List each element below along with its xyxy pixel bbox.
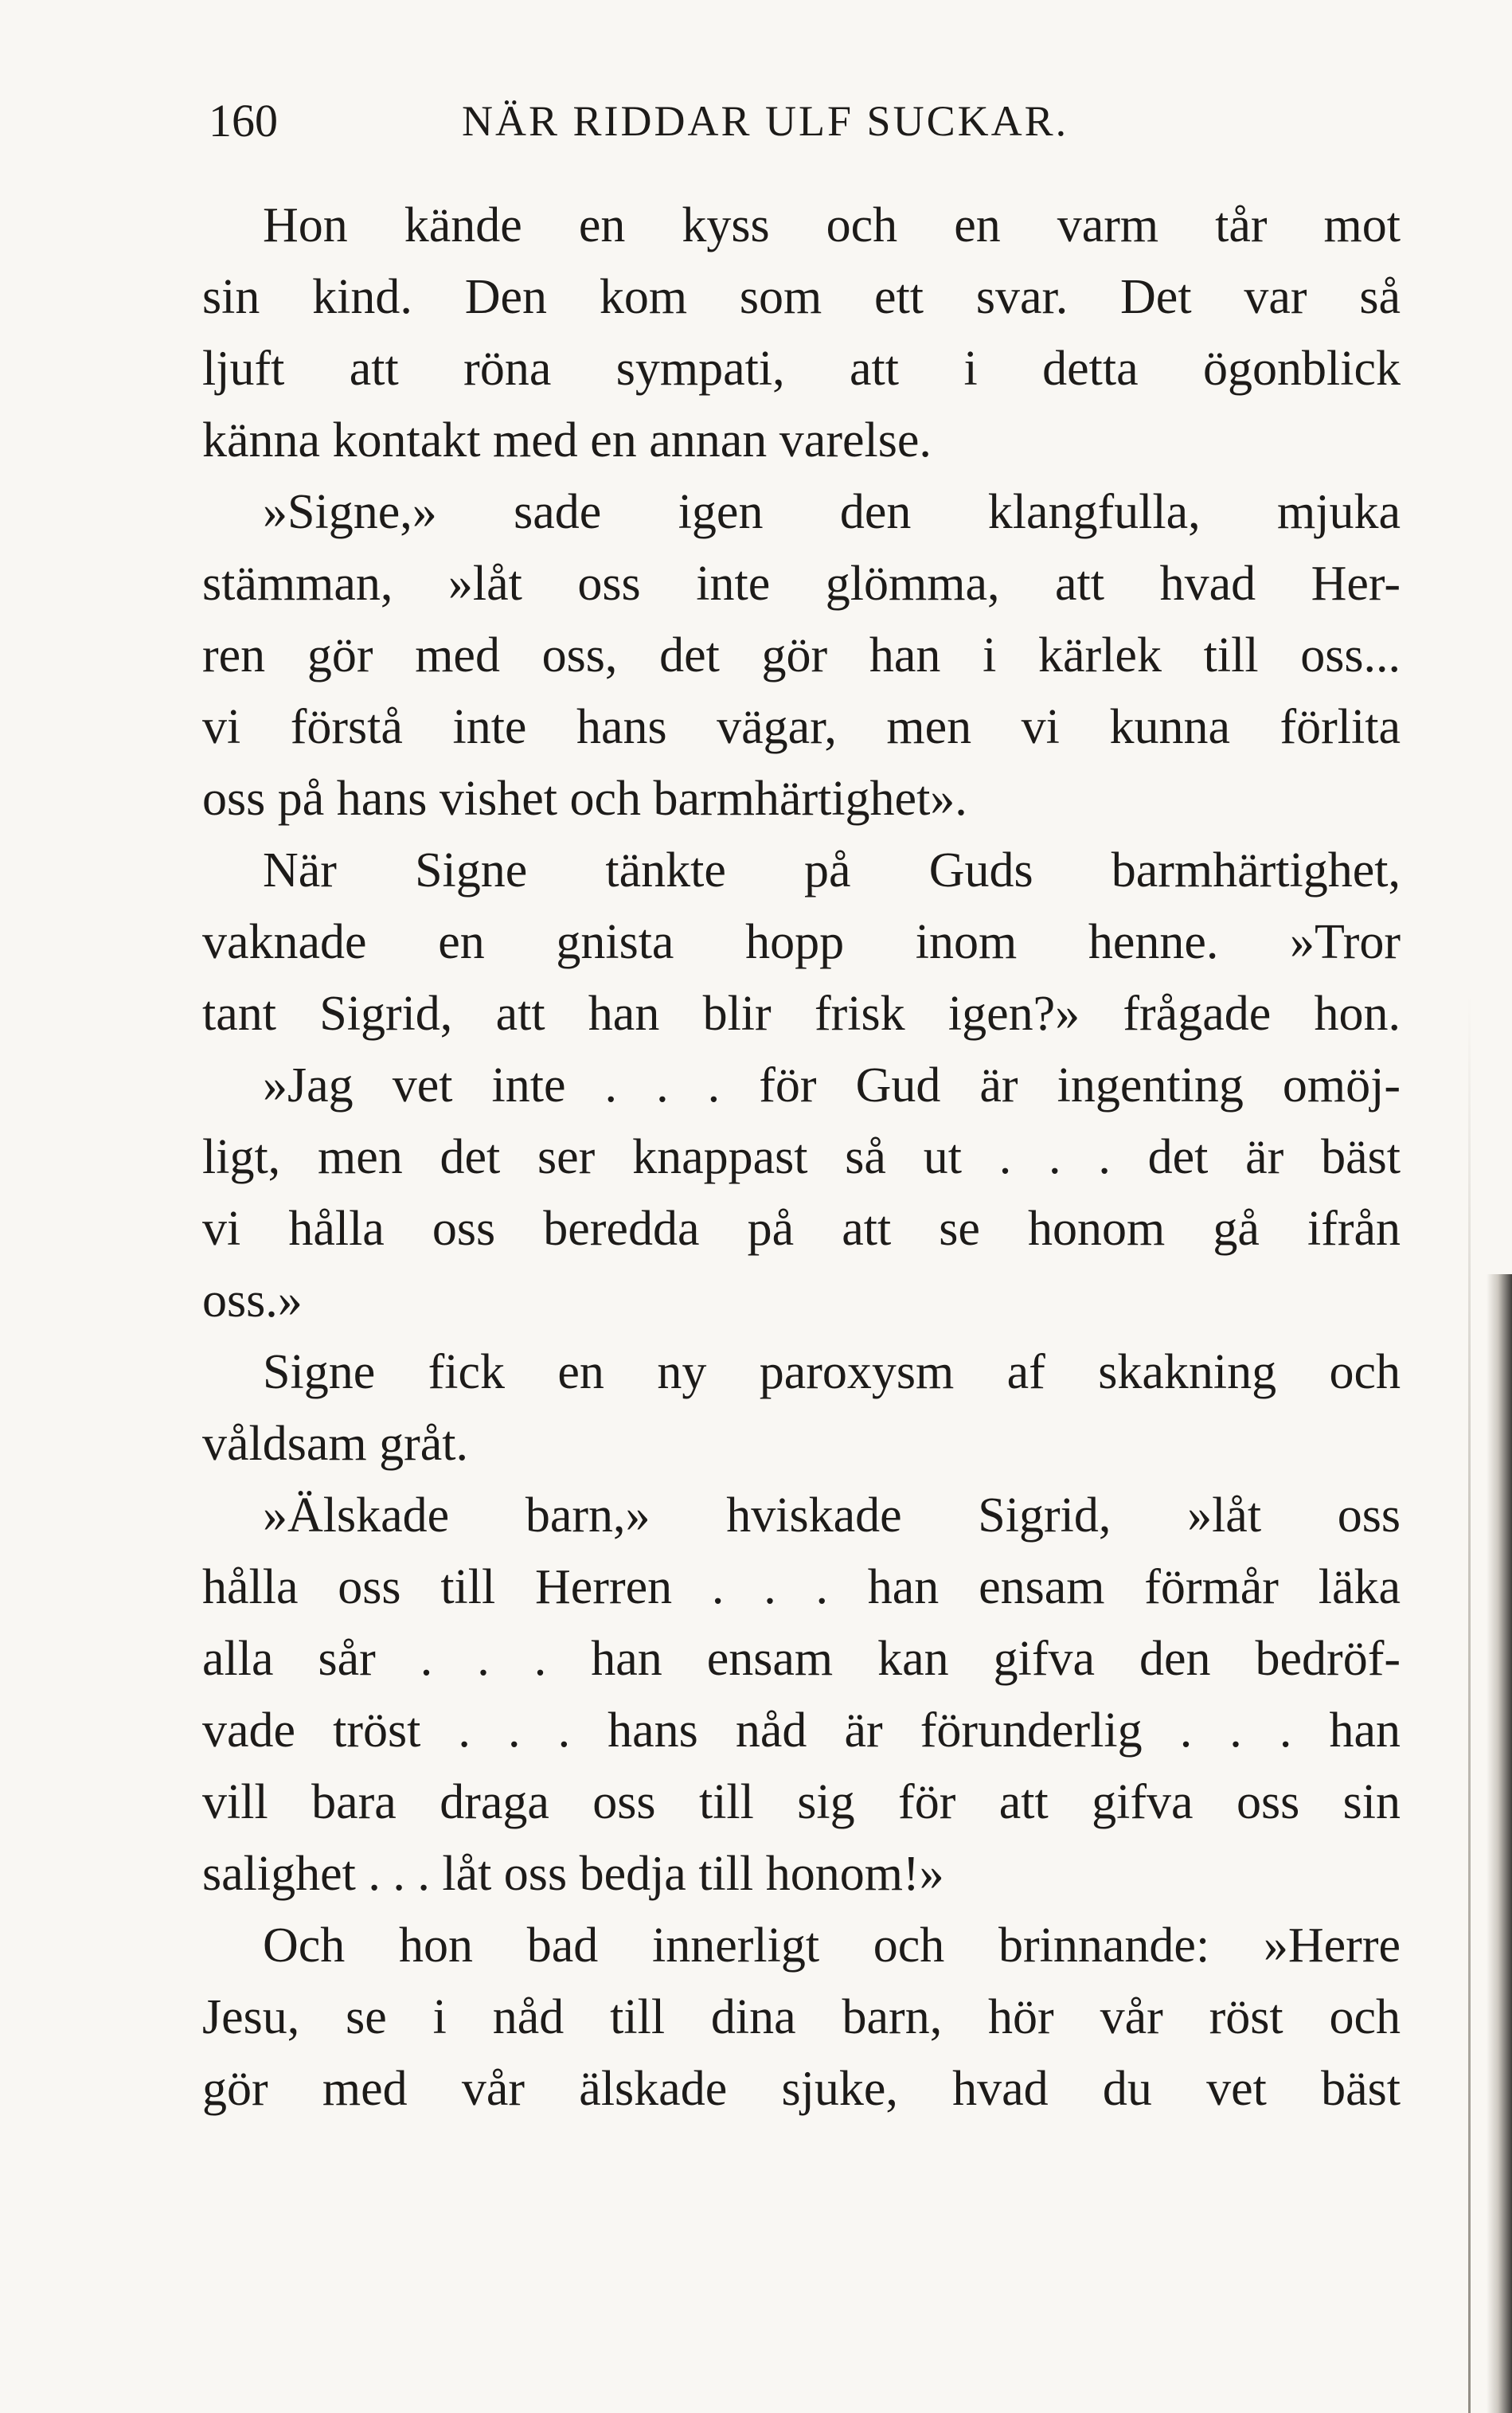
page-edge-shadow xyxy=(1487,1274,1512,2413)
text-line: gör med vår älskade sjuke, hvad du vet bäst xyxy=(202,2062,1401,2116)
text-line: våldsam gråt. xyxy=(202,1417,469,1471)
text-line: känna kontakt med en annan varelse. xyxy=(202,413,932,467)
text-line: sin kind. Den kom som ett svar. Det var så xyxy=(202,270,1401,324)
text-line: ren gör med oss, det gör han i kärlek till oss... xyxy=(202,628,1401,682)
text-line: Hon kände en kyss och en varm tår mot xyxy=(263,198,1401,252)
text-line: oss.» xyxy=(202,1273,303,1328)
text-line: »Signe,» sade igen den klangfulla, mjuka xyxy=(263,485,1401,539)
text-line: tant Sigrid, att han blir frisk igen?» frågade hon. xyxy=(202,987,1401,1041)
running-head: NÄR RIDDAR ULF SUCKAR. xyxy=(462,97,1069,145)
text-line: Signe fick en ny paroxysm af skakning och xyxy=(263,1345,1401,1399)
text-line: oss på hans vishet och barmhärtighet». xyxy=(202,772,967,826)
text-line: Jesu, se i nåd till dina barn, hör vår röst och xyxy=(202,1990,1401,2044)
text-line: ljuft att röna sympati, att i detta ögonblick xyxy=(202,342,1401,396)
text-line: ligt, men det ser knappast så ut . . . det är bäst xyxy=(202,1130,1401,1184)
text-line: Och hon bad innerligt och brinnande: »Herre xyxy=(263,1918,1401,1973)
page-number: 160 xyxy=(209,95,278,147)
text-line: vi hålla oss beredda på att se honom gå ifrån xyxy=(202,1202,1401,1256)
text-line: vi förstå inte hans vägar, men vi kunna förlita xyxy=(202,700,1401,754)
body-text xyxy=(202,190,1401,2125)
page-edge-line xyxy=(1468,995,1471,2413)
text-line: salighet . . . låt oss bedja till honom!» xyxy=(202,1847,944,1901)
text-line: alla sår . . . han ensam kan gifva den bedröf- xyxy=(202,1632,1401,1686)
text-line: vade tröst . . . hans nåd är förunderlig . . . han xyxy=(202,1703,1401,1758)
text-line: hålla oss till Herren . . . han ensam förmår läka xyxy=(202,1560,1401,1614)
text-line: vaknade en gnista hopp inom henne. »Tror xyxy=(202,915,1401,969)
text-line: »Älskade barn,» hviskade Sigrid, »låt oss xyxy=(263,1488,1401,1543)
text-line: vill bara draga oss till sig för att gifva oss sin xyxy=(202,1775,1401,1829)
text-line: När Signe tänkte på Guds barmhärtighet, xyxy=(263,843,1401,898)
text-line: »Jag vet inte . . . för Gud är ingenting omöj- xyxy=(263,1058,1401,1113)
text-line: stämman, »låt oss inte glömma, att hvad Her- xyxy=(202,557,1401,611)
page-header xyxy=(209,89,1363,153)
